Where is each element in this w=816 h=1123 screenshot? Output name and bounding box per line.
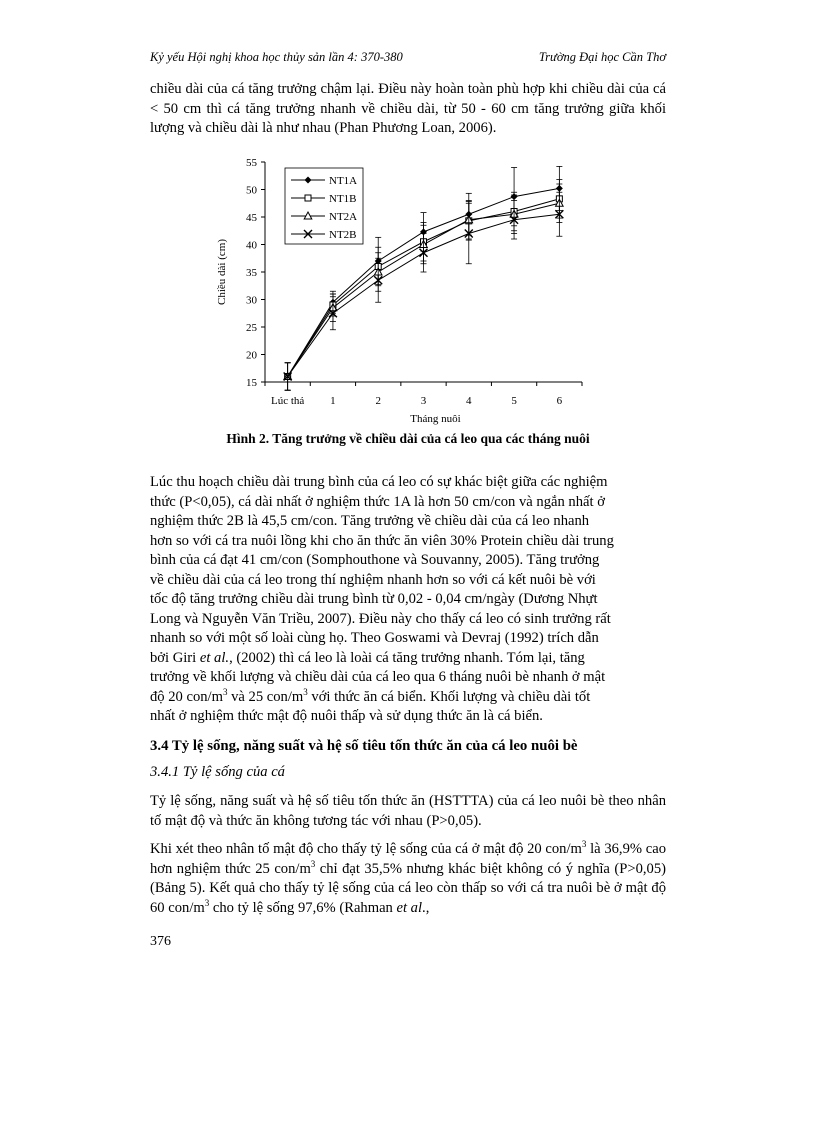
y-tick-label: 50 [246,184,257,197]
x-tick-label: 5 [511,395,517,407]
top-paragraph: chiều dài của cá tăng trưởng chậm lại. Điều này hoàn toàn phù hợp khi chiều dài của cá < 50 cm thì cá tăng trưởng nhanh về chiều dài, từ 50 - 60 cm tăng trưởng giữa khối lượng và chiều dài là như nhau (Phan Phương Loan, 2006). [150,81,666,136]
survival-paragraph: Tỷ lệ sống, năng suất và hệ số tiêu tốn thức ăn (HSTTTA) của cá leo nuôi bè theo nhân tố mật độ và thức ăn không tương tác với nhau (P>0,05). [150,793,666,829]
y-tick-label: 35 [246,267,257,279]
x-tick-label: 1 [330,395,336,407]
legend-label-nt2a: NT2A [329,211,358,223]
chart-axes [216,157,582,425]
section-heading: 3.4 Tỷ lệ sống, năng suất và hệ số tiêu tốn thức ăn của cá leo nuôi bè [150,738,578,754]
chart-legend [285,168,363,244]
header-university: Trường Đại học Cần Thơ [538,50,666,64]
subsection-heading: 3.4.1 Tỷ lệ sống của cá [150,764,285,780]
x-tick-label: 6 [556,395,563,407]
y-tick-label: 15 [246,377,257,389]
y-axis-title: Chiều dài (cm) [216,239,228,305]
y-tick-label: 25 [246,322,257,334]
legend-label-nt1b: NT1B [329,193,357,205]
legend-label-nt2b: NT2B [329,229,357,241]
legend-label-nt1a: NT1A [329,175,358,187]
y-tick-label: 55 [246,157,257,169]
growth-length-chart [200,150,610,435]
results-paragraph: Lúc thu hoạch chiều dài trung bình của cá leo có sự khác biệt giữa các nghiệm thức (P<0,05), cá dài nhất ở nghiệm thức 1A là hơn 50 cm/con và ngắn nhất ở nghiệm thức 2B là 45,5 cm/con. Tăng trưởng về chiều dài của cá leo nhanh hơn so với cá tra nuôi lồng khi cho ăn thức ăn viên 30% Protein chiều dài trung bình của cá đạt 41 cm/con (Somphouthone và Souvanny, 2005). Tăng trưởng về chiều dài của cá leo trong thí nghiệm nhanh hơn so với cá kết nuôi bè với tốc độ tăng trưởng chiều dài trung bình từ 0,02 - 0,04 cm/ngày (Dương Nhựt Long và Nguyễn Văn Triều, 2007). Điều này cho thấy cá leo có sinh trưởng rất nhanh so với một số loài cùng họ. Theo Goswami và Devraj (1992) trích dẫn bởi Giri et al., (2002) thì cá leo là loài cá tăng trưởng nhanh. Tóm lại, tăng trưởng về khối lượng và chiều dài của cá leo qua 6 tháng nuôi bè nhanh ở mật độ 20 con/$m^3$ và 25 con/$m^3$ với thức ăn cá biển. Khối lượng và chiều dài tốt nhất ở nghiệm thức mật độ nuôi thấp và sử dụng thức ăn là cá biển. [150,474,614,724]
y-tick-label: 45 [246,212,257,224]
x-tick-label: 2 [375,395,381,407]
y-tick-label: 40 [246,239,257,252]
header-journal: Kỷ yếu Hội nghị khoa học thủy sản lần 4: 370-380 [150,50,403,64]
x-tick-label: 3 [420,395,427,407]
figure-caption: Hình 2. Tăng trưởng về chiều dài của cá leo qua các tháng nuôi [226,431,590,446]
y-tick-label: 30 [246,294,257,307]
legend-marker-nt1b [305,195,311,201]
density-paragraph: Khi xét theo nhân tố mật độ cho thấy tỷ lệ sống của cá ở mật độ 20 con/$m^3$ là 36,9% cao hơn nghiệm thức 25 con/$m^3$ chỉ đạt 35,5% nhưng khác biệt không có ý nghĩa (P>0,05) (Bảng 5). Kết quả cho thấy tỷ lệ sống của cá leo còn thấp so với cá tra nuôi bè ở mật độ 60 con/$m^3$ cho tỷ lệ sống 97,6% (Rahman et al., [150,839,666,916]
x-tick-label: Lúc thả [270,395,305,407]
page-number: 376 [150,934,171,949]
x-tick-label: 4 [466,395,472,407]
x-axis-title: Tháng nuôi [410,413,461,425]
y-tick-label: 20 [246,349,257,362]
